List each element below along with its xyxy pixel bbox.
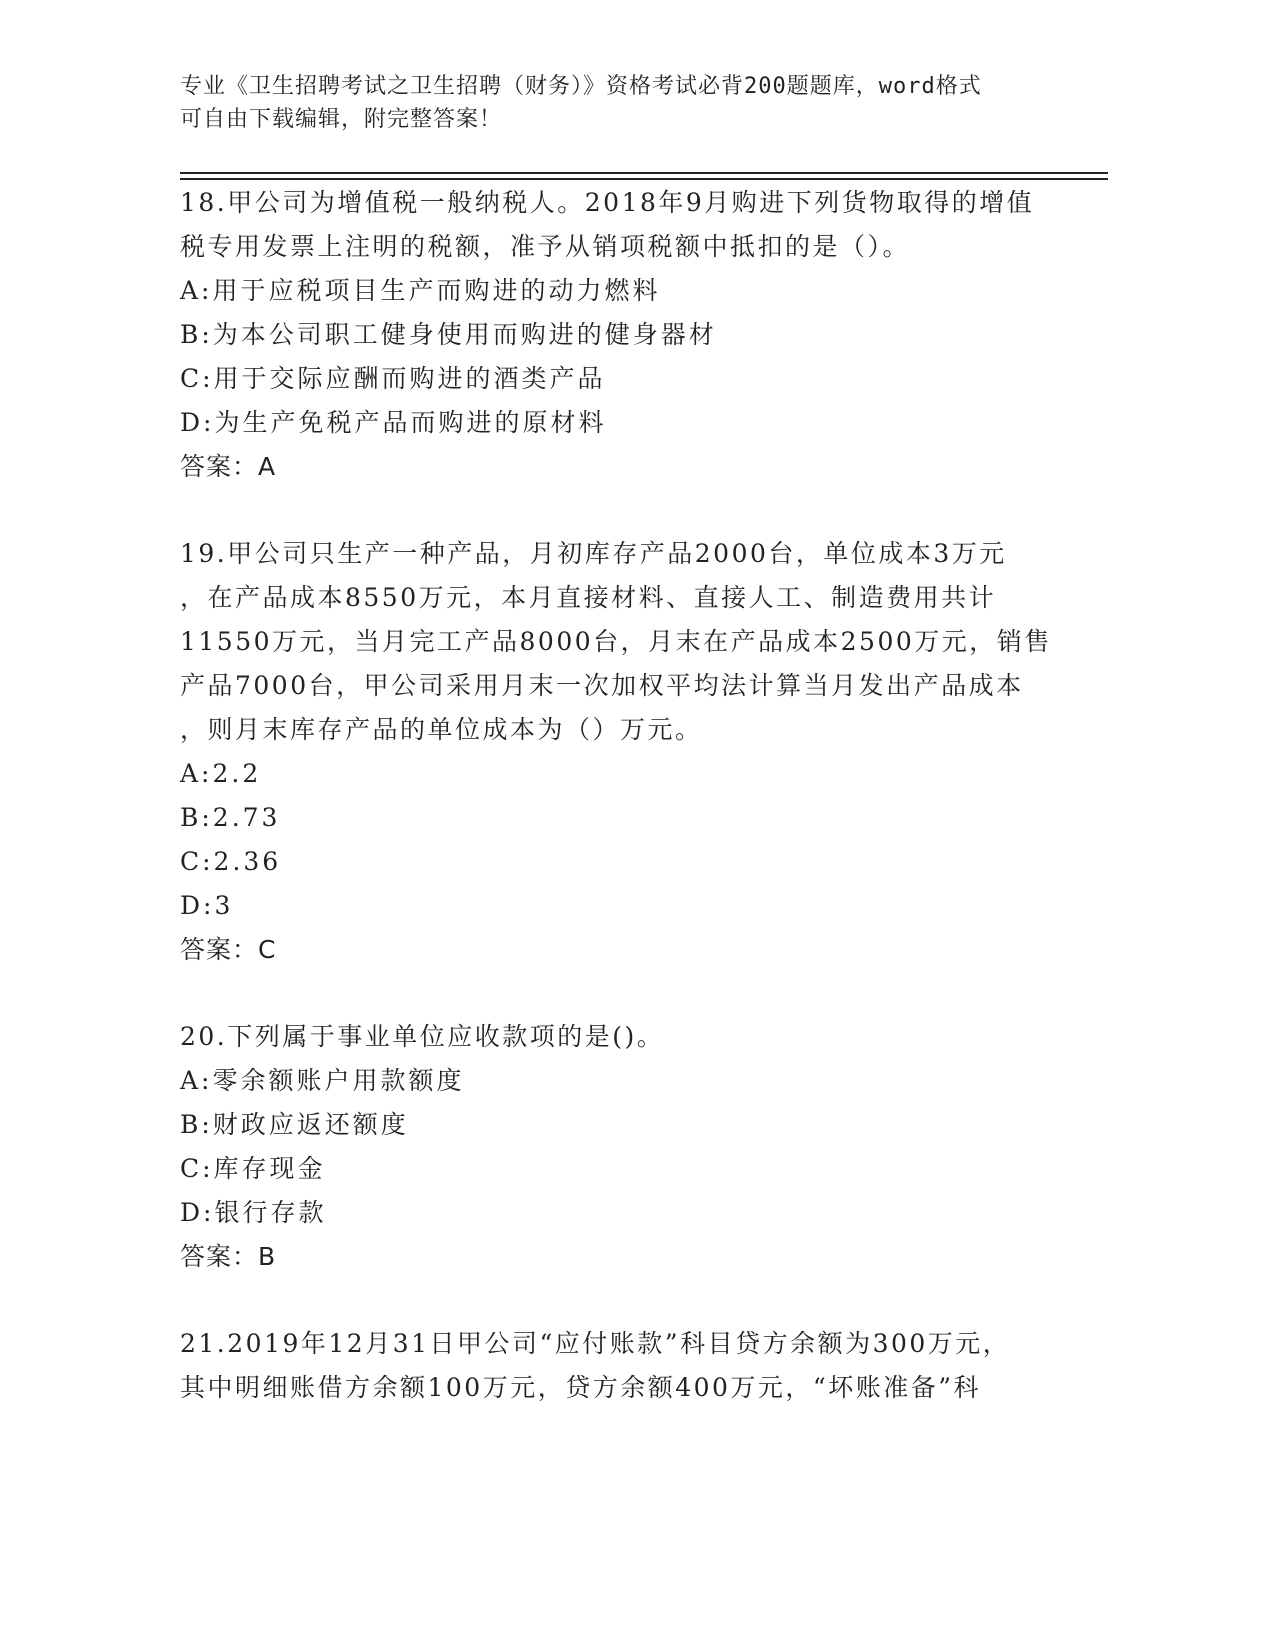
question-20 [180,1015,1110,1279]
option-a: A:零余额账户用款额度 [180,1066,465,1095]
header-line-1: 专业《卫生招聘考试之卫生招聘（财务）》资格考试必背200题题库，word格式 [180,74,982,99]
option-b: B:财政应返还额度 [180,1110,409,1139]
question-text-line: 18.甲公司为增值税一般纳税人。2018年9月购进下列货物取得的增值 [180,188,1035,217]
option-d: D:3 [180,891,234,920]
question-text-line: 19.甲公司只生产一种产品，月初库存产品2000台，单位成本3万元 [180,539,1007,568]
option-b: B:为本公司职工健身使用而购进的健身器材 [180,320,717,349]
option-a: A:2.2 [180,759,262,788]
question-list [180,181,1110,1453]
header-divider-bottom [180,178,1108,180]
question-text-line: ，则月末库存产品的单位成本为（）万元。 [180,715,703,744]
option-a: A:用于应税项目生产而购进的动力燃料 [180,276,661,305]
question-text-line: 产品7000台，甲公司采用月末一次加权平均法计算当月发出产品成本 [180,671,1024,700]
option-d: D:为生产免税产品而购进的原材料 [180,408,607,437]
question-text-line: ，在产品成本8550万元，本月直接材料、直接人工、制造费用共计 [180,583,997,612]
question-21 [180,1322,1110,1410]
question-text-line: 21.2019年12月31日甲公司“应付账款”科目贷方余额为300万元， [180,1329,1011,1358]
option-b: B:2.73 [180,803,281,832]
question-text-line: 20.下列属于事业单位应收款项的是()。 [180,1022,665,1051]
option-c: C:用于交际应酬而购进的酒类产品 [180,364,606,393]
header-divider-top [180,172,1108,174]
question-text-line: 11550万元，当月完工产品8000台，月末在产品成本2500万元，销售 [180,627,1052,656]
question-18 [180,181,1110,489]
option-c: C:2.36 [180,847,282,876]
header-line-2: 可自由下载编辑，附完整答案！ [180,107,503,132]
answer-label: 答案：B [180,1242,277,1271]
option-c: C:库存现金 [180,1154,326,1183]
question-text-line: 其中明细账借方余额100万元，贷方余额400万元，“坏账准备”科 [180,1373,981,1402]
answer-label: 答案：A [180,452,277,481]
option-d: D:银行存款 [180,1198,327,1227]
page-header [180,70,1060,136]
question-19 [180,532,1110,972]
answer-label: 答案：C [180,935,277,964]
question-text-line: 税专用发票上注明的税额，准予从销项税额中抵扣的是（）。 [180,232,911,261]
